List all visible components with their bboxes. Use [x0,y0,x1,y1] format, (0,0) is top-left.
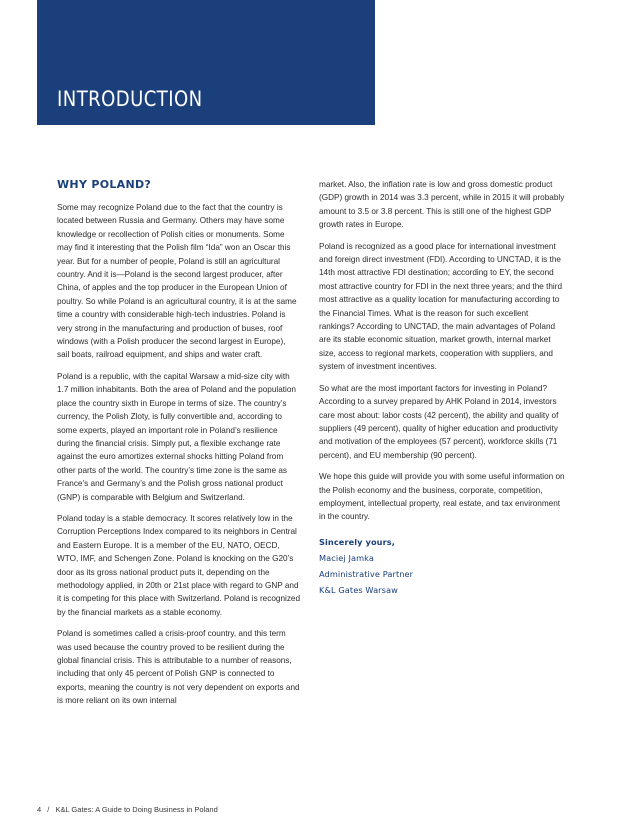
paragraph: So what are the most important factors for investing in Poland? According to a survey prepared by AHK Poland in 2014, investors care most about: labor costs (42 percent), the ability and quality of suppliers (49 percent), quality of higher education and productivity and motivation of the employees (57 percent), workforce skills (71 percent), and EU membership (90 percent). [319,383,559,460]
publication-title: K&L Gates: A Guide to Doing Business in Poland [55,805,218,814]
signoff-closing: Sincerely yours, [319,536,395,547]
paragraph: Poland is sometimes called a crisis-proof country, and this term was used because the country proved to be resilient during the global financial crisis. This is attributable to a number of reasons, including that only 45 percent of Polish GNP is connected to exports, meaning the country is not very dependent on exports and is more reliant on its own internal [57,629,300,706]
section-heading: WHY POLAND? [57,178,152,191]
signoff-firm: K&L Gates Warsaw [319,584,398,595]
header-banner [37,0,375,125]
paragraph: Some may recognize Poland due to the fact that the country is located between Russia and Germany. Others may have some knowledge or recollection of Polish cities or monuments. Some may find it interesting that the Polish film “Ida” won an Oscar this year. But for a number of people, Poland is still an agricultural country. And it is—Poland is the second largest producer, after China, of apples and the top producer in the European Union of poultry. So while Poland is an agricultural country, it is at the same time a country with considerable high-tech industries. Poland is very strong in the manufacturing and production of buses, roof windows (with a Polish producer the second largest in Europe), sail boats, railroad equipment, and ships and water craft. [57,203,297,360]
left-column [57,178,300,716]
signoff [319,534,566,598]
page-number: 4 [37,805,42,814]
page-title: INTRODUCTION [57,87,203,111]
signoff-name: Maciej Jamka [319,552,374,563]
paragraph: Poland is a republic, with the capital Warsaw a mid-size city with 1.7 million inhabitants. Both the area of Poland and the population place the country sixth in Europe in terms of size. The country’s currency, the Polish Zloty, is fully convertible and, according to some experts, played an important role in Poland’s resilience during the financial crisis. Simply put, a flexible exchange rate against the euro amortizes external shocks hitting Poland from other parts of the world. The country’s time zone is the same as France’s and Germany’s and the Polish gross national product (GNP) is comparable with Belgium and Switzerland. [57,371,296,502]
footer-separator: / [47,805,50,814]
right-column [319,178,566,598]
paragraph: Poland is recognized as a good place for international investment and foreign direct investment (FDI). According to UNCTAD, it is the 14th most attractive FDI destination; according to EY, the second most attractive country for FDI in the next three years; and the third most attractive as a quality location for manufacturing according to the Financial Times. What is the reason for such excellent rankings? According to UNCTAD, the main advantages of Poland are its stable economic situation, market growth, internal market size, access to regional markets, cooperation with suppliers, and system of investment incentives. [319,241,563,372]
page-footer [37,805,222,814]
paragraph: We hope this guide will provide you with some useful information on the Polish economy and the business, corporate, competition, employment, intellectual property, real estate, and tax environment in the country. [319,472,565,522]
signoff-role: Administrative Partner [319,568,414,579]
paragraph: market. Also, the inflation rate is low and gross domestic product (GDP) growth in 2014 was 3.3 percent, while in 2015 it will probably amount to 3.5 or 3.8 percent. This is still one of the highest GDP growth rates in Europe. [319,180,565,230]
paragraph: Poland today is a stable democracy. It scores relatively low in the Corruption Perceptions Index compared to its neighbors in Central and Eastern Europe. It is a member of the EU, NATO, OECD, WTO, IMF, and Schengen Zone. Poland is knocking on the G20’s door as its gross national product puts it, depending on the methodology applied, in 20th or 21st place with regard to GNP and it is competing for this place with Switzerland. Poland is recognized by the financial markets as a stable economy. [57,513,301,617]
